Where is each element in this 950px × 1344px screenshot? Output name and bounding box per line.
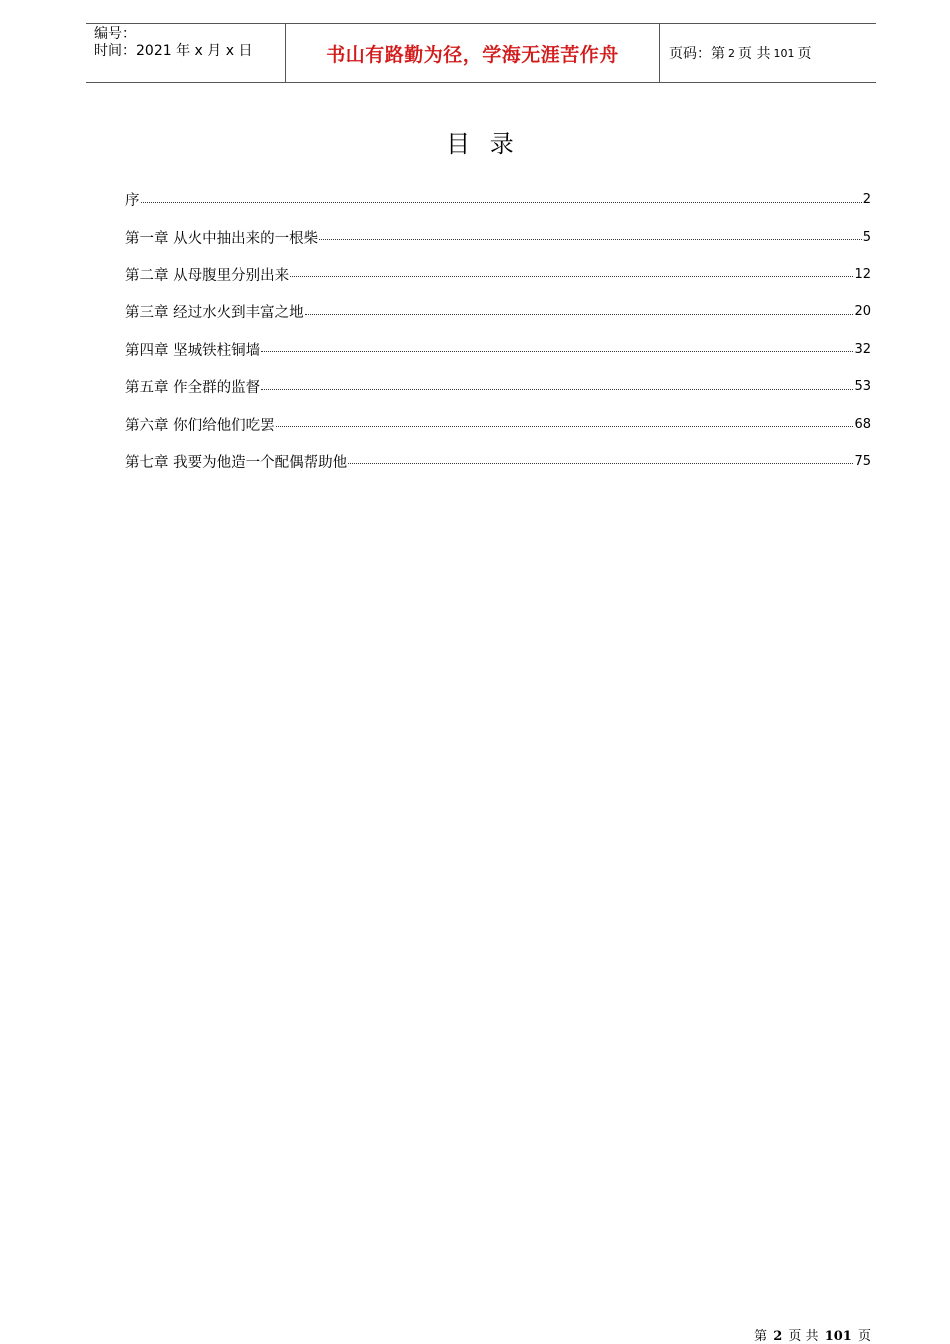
toc-entry[interactable] <box>125 181 871 218</box>
footer-page-total: 101 <box>824 1329 852 1344</box>
header-page-current: 2 <box>728 46 735 60</box>
toc-leader-dots <box>276 426 854 427</box>
toc-entry[interactable] <box>125 256 871 293</box>
toc-entry[interactable] <box>125 218 871 255</box>
footer-page-prefix: 第 <box>754 1329 768 1344</box>
toc-leader-dots <box>261 351 853 352</box>
header-meta <box>86 24 286 82</box>
toc-entry-page: 53 <box>854 379 871 395</box>
toc-entry[interactable] <box>125 443 871 480</box>
document-time-label: 时间：2021 年 x 月 x 日 <box>94 43 253 59</box>
header-page-suffix: 页 <box>797 46 812 62</box>
toc-entry-label: 第四章 坚城铁柱铜墙 <box>125 342 261 359</box>
toc-leader-dots <box>261 389 853 390</box>
toc-entry-label: 第二章 从母腹里分别出来 <box>125 267 290 284</box>
toc-entry-label: 第五章 作全群的监督 <box>125 380 261 397</box>
toc-leader-dots <box>305 314 854 315</box>
toc-entry[interactable] <box>125 405 871 442</box>
toc-entry-page: 2 <box>862 192 871 208</box>
toc-entry-page: 68 <box>854 416 871 432</box>
toc-entry-label: 序 <box>125 193 140 210</box>
header-page-info <box>660 24 876 82</box>
header-page-total: 101 <box>773 46 795 60</box>
toc-entry-label: 第六章 你们给他们吃罢 <box>125 417 275 434</box>
toc-entry-page: 5 <box>862 229 871 245</box>
footer-page-current: 2 <box>773 1329 783 1344</box>
table-of-contents <box>125 181 871 480</box>
toc-entry-label: 第三章 经过水火到丰富之地 <box>125 305 304 322</box>
header-page-middle: 页 共 <box>738 46 771 62</box>
toc-leader-dots <box>319 239 862 240</box>
page-header <box>86 23 876 83</box>
footer-page-middle: 页 共 <box>788 1329 819 1344</box>
toc-leader-dots <box>348 463 853 464</box>
toc-leader-dots <box>290 276 853 277</box>
toc-entry-page: 75 <box>854 453 871 469</box>
toc-leader-dots <box>141 202 862 203</box>
toc-entry[interactable] <box>125 293 871 330</box>
header-motto: 书山有路勤为径，学海无涯苦作舟 <box>286 24 660 82</box>
toc-entry-page: 32 <box>854 341 871 357</box>
footer-page-suffix: 页 <box>857 1329 871 1344</box>
toc-entry-page: 12 <box>854 266 871 282</box>
toc-entry-label: 第七章 我要为他造一个配偶帮助他 <box>125 454 348 471</box>
toc-entry[interactable] <box>125 331 871 368</box>
toc-title: 目 录 <box>446 130 520 158</box>
toc-entry-label: 第一章 从火中抽出来的一根柴 <box>125 230 319 247</box>
toc-entry-page: 20 <box>854 304 871 320</box>
document-number-label: 编号： <box>94 26 136 42</box>
toc-entry[interactable] <box>125 368 871 405</box>
header-page-prefix: 页码：第 <box>669 46 725 62</box>
page-footer <box>754 1325 871 1344</box>
